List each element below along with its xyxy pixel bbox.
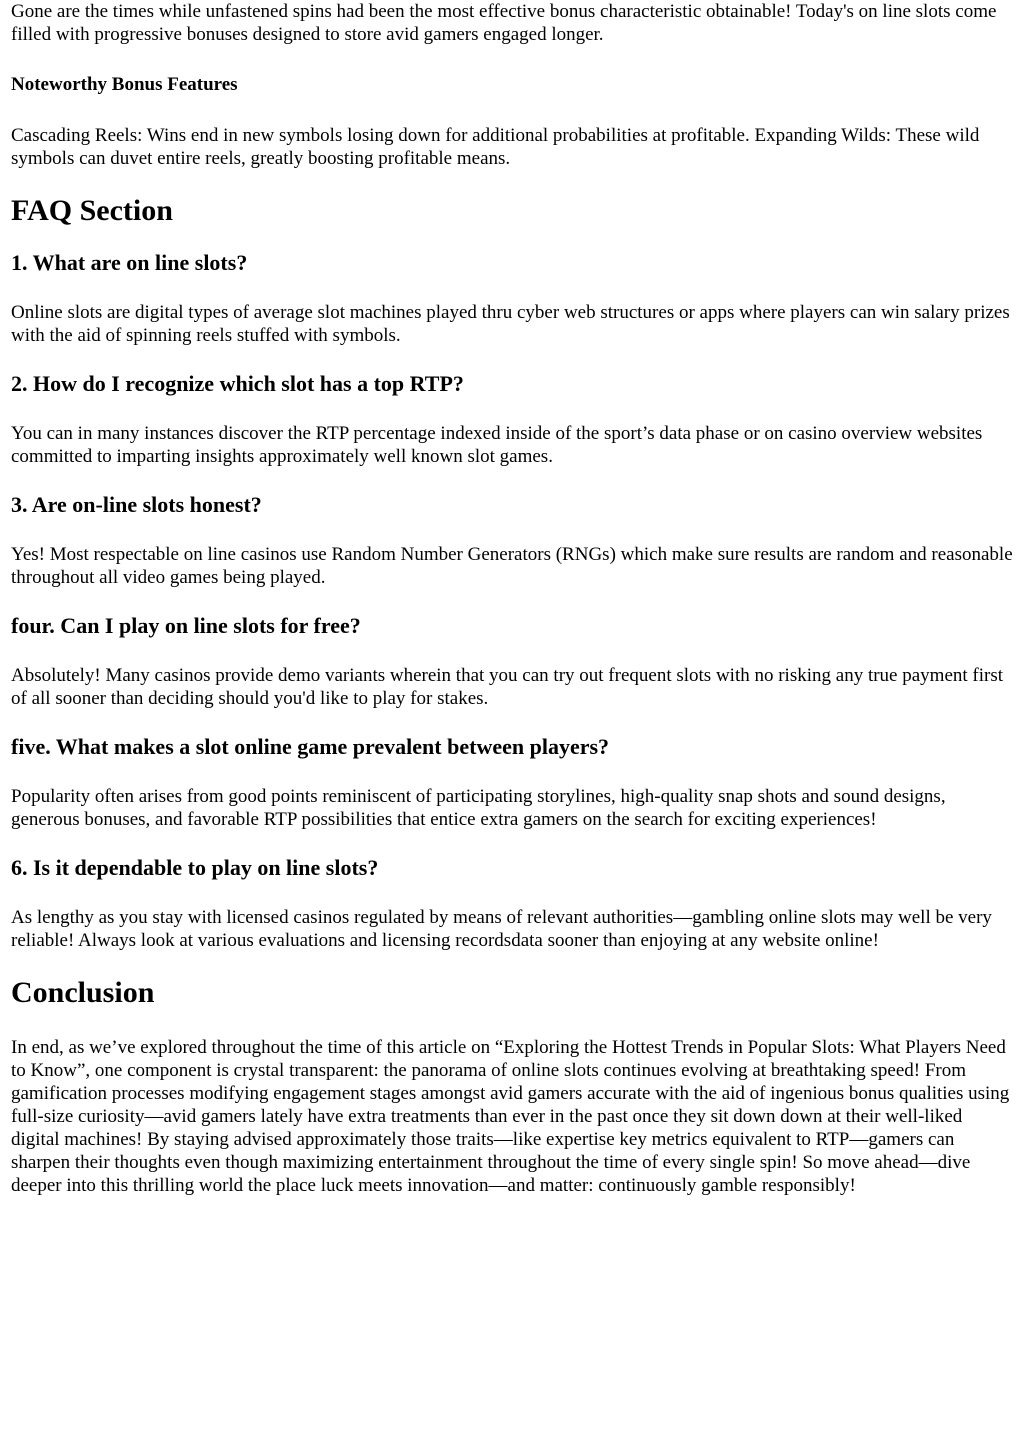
faq-item bbox=[11, 370, 1013, 468]
faq-question: 2. How do I recognize which slot has a top RTP? bbox=[11, 371, 464, 396]
conclusion-paragraph: In end, as we’ve explored throughout the time of this article on “Exploring the Hottest Trends in Popular Slots: What Players Need to Know”, one component is crystal transparent: the panorama of online slots continues evolving at breathtaking speed! From gamification processes modifying engagement stages amongst avid gamers accurate with the aid of ingenious bonus qualities using full-size curiosity—avid gamers lately have extra treatments than ever in the past once they sit down down at their well-liked digital machines! By staying advised approximately those traits—like expertise key metrics equivalent to RTP—gamers can sharpen their thoughts even though maximizing entertainment throughout the time of every single spin! So move ahead—dive deeper into this thrilling world the place luck meets innovation—and matter: continuously gamble responsibly! bbox=[11, 1037, 1010, 1196]
faq-answer: Online slots are digital types of average slot machines played thru cyber web structures or apps where players can win salary prizes with the aid of spinning reels stuffed with symbols. bbox=[11, 302, 1010, 346]
article-page bbox=[11, 0, 1013, 1197]
faq-answer: You can in many instances discover the RTP percentage indexed inside of the sport’s data phase or on casino overview websites committed to imparting insights approximately well known slot games. bbox=[11, 423, 983, 467]
faq-item bbox=[11, 491, 1013, 589]
faq-question: five. What makes a slot online game prevalent between players? bbox=[11, 734, 610, 759]
bonus-features-heading: Noteworthy Bonus Features bbox=[11, 74, 238, 95]
faq-item bbox=[11, 854, 1013, 952]
faq-section-title: FAQ Section bbox=[11, 194, 173, 227]
intro-paragraph: Gone are the times while unfastened spins had been the most effective bonus characteristic obtainable! Today's on line slots come filled with progressive bonuses designed to store avid gamers engaged longer. bbox=[11, 1, 997, 45]
faq-answer: As lengthy as you stay with licensed casinos regulated by means of relevant authorities—gambling online slots may well be very reliable! Always look at various evaluations and licensing recordsdata sooner than enjoying at any website online! bbox=[11, 907, 992, 951]
faq-answer: Yes! Most respectable on line casinos use Random Number Generators (RNGs) which make sure results are random and reasonable throughout all video games being played. bbox=[11, 544, 1013, 588]
faq-item bbox=[11, 612, 1013, 710]
faq-answer: Absolutely! Many casinos provide demo variants wherein that you can try out frequent slots with no risking any true payment first of all sooner than deciding should you'd like to play for stakes. bbox=[11, 665, 1004, 709]
faq-question: 1. What are on line slots? bbox=[11, 250, 248, 275]
faq-question: 6. Is it dependable to play on line slots? bbox=[11, 855, 379, 880]
bonus-features-paragraph: Cascading Reels: Wins end in new symbols losing down for additional probabilities at profitable. Expanding Wilds: These wild symbols can duvet entire reels, greatly boosting profitable means. bbox=[11, 125, 980, 169]
faq-item bbox=[11, 249, 1013, 347]
faq-question: four. Can I play on line slots for free? bbox=[11, 613, 361, 638]
faq-question: 3. Are on-line slots honest? bbox=[11, 492, 262, 517]
conclusion-title: Conclusion bbox=[11, 976, 155, 1009]
faq-item bbox=[11, 733, 1013, 831]
faq-answer: Popularity often arises from good points reminiscent of participating storylines, high-quality snap shots and sound designs, generous bonuses, and favorable RTP possibilities that entice extra gamers on the search for exciting experiences! bbox=[11, 786, 946, 830]
